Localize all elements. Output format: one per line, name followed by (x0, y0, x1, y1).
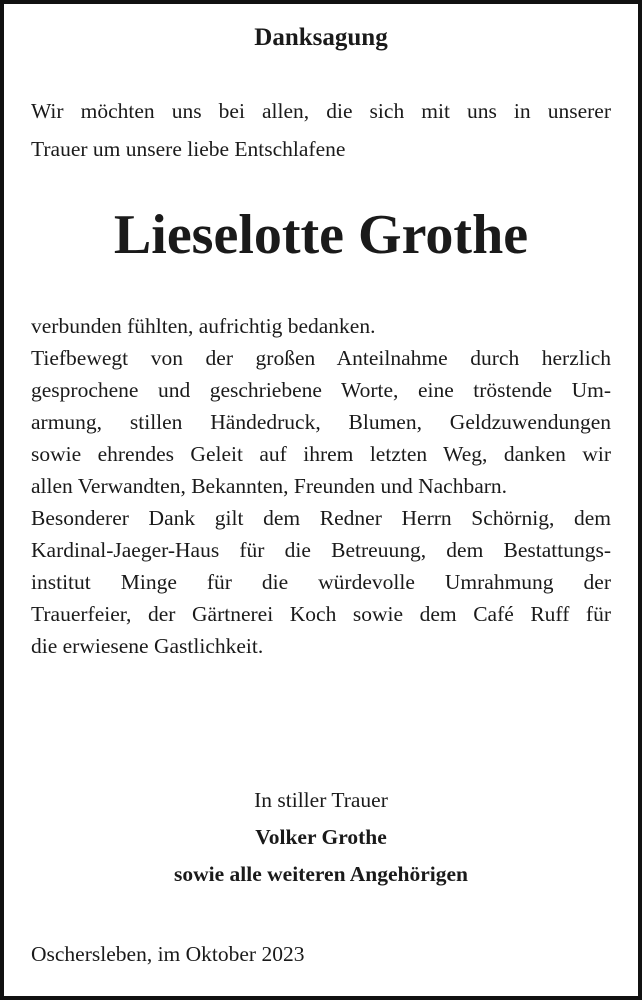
mourner-name: Volker Grothe (255, 825, 387, 849)
deceased-name: Lieselotte Grothe (113, 204, 529, 266)
mourner-family: sowie alle weiteren Angehörigen (174, 862, 468, 886)
body-line: die erwiesene Gastlichkeit. (31, 634, 264, 658)
place-and-date: Oschersleben, im Oktober 2023 (31, 942, 305, 966)
body-line: gesprochene und geschriebene Worte, eine tröstende Um- (31, 378, 611, 402)
intro-paragraph (31, 92, 611, 168)
closing-block (0, 782, 642, 893)
body-line: Kardinal-Jaeger-Haus für die Betreuung, dem Bestattungs- (31, 538, 611, 562)
body-line: Besonderer Dank gilt dem Redner Herrn Schörnig, dem (31, 506, 611, 530)
body-line: verbunden fühlten, aufrichtig bedanken. (31, 314, 376, 338)
body-line: Tiefbewegt von der großen Anteilnahme durch herzlich (31, 346, 611, 370)
body-line: allen Verwandten, Bekannten, Freunden und Nachbarn. (31, 474, 508, 498)
body-line: sowie ehrendes Geleit auf ihrem letzten Weg, danken wir (31, 442, 611, 466)
thanks-paragraph (31, 310, 611, 662)
notice-heading: Danksagung (254, 24, 388, 51)
closing-phrase: In stiller Trauer (254, 788, 388, 812)
body-line: institut Minge für die würdevolle Umrahmung der (31, 570, 611, 594)
body-line: armung, stillen Händedruck, Blumen, Geldzuwendungen (31, 410, 611, 434)
intro-line-1: Wir möchten uns bei allen, die sich mit uns in unserer (31, 99, 611, 123)
intro-line-2: Trauer um unsere liebe Entschlafene (31, 137, 346, 161)
body-line: Trauerfeier, der Gärtnerei Koch sowie dem Café Ruff für (31, 602, 611, 626)
